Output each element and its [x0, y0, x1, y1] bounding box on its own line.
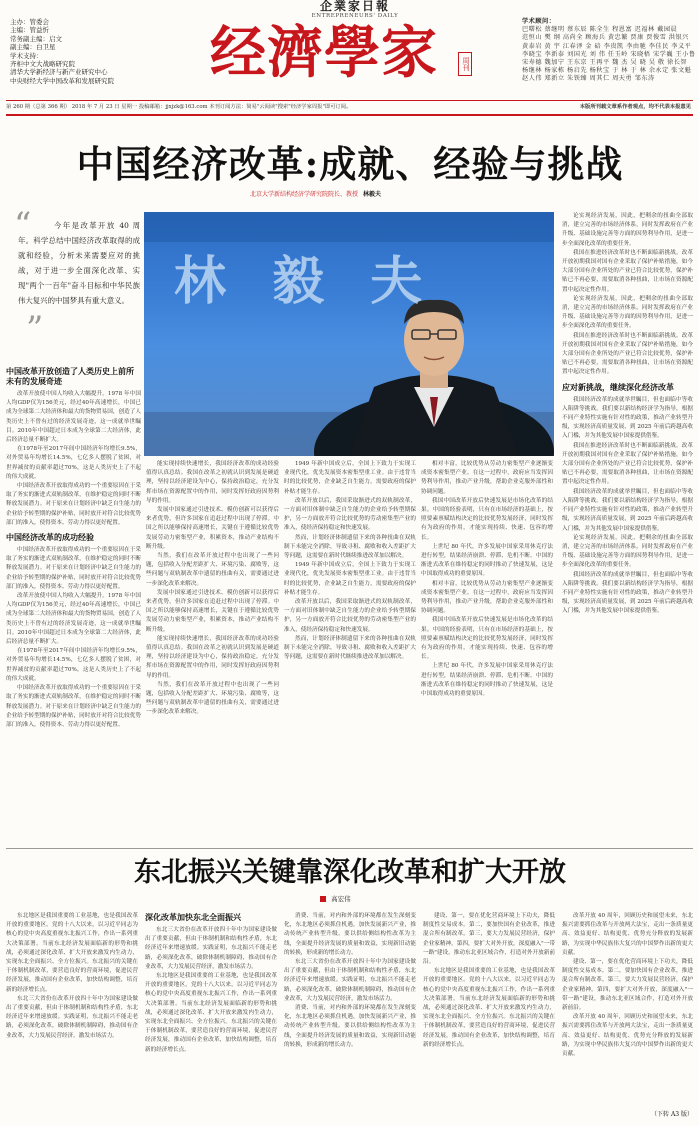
paragraph: 论实现经济发展，因此，把剩余的扭曲全部取消，建立完善的市场经济体系，同时发挥政府在产业升级、基础设施完善等方面的因势利导作用，是进一步全面深化改革的重要任务。 [562, 534, 693, 569]
consultants-line: 杨继林 杨家栋 杨启先 杨秋宝 于 林 于 林 余永定 张文魁 [522, 67, 692, 75]
article2-column-3 [284, 912, 416, 1118]
paragraph: 1949 年新中国成立后，全国上下致力于实现工业现代化，优先发展资本密集型重工业。由于违背当时的比较优势，企业缺乏自生能力，需要政府的保护补贴才能生存。 [284, 562, 416, 596]
masthead [0, 0, 699, 100]
article2-column-2 [145, 912, 277, 1118]
paragraph: 建设、第一，要在优化营商环境上下功夫，降低制度性交易成本。第二，要加快国有企业改革，推进混合所有制改革。第三，要大力发展民营经济，保护企业家精神。第四，要扩大对外开放，深度融入"一带一路"建设，推动东北亚区域合作，打造对外开放新前沿。 [562, 959, 693, 1012]
paragraph: 我国经济改革的成就举世瞩目，但也面临中等收入陷阱等挑战。我们要以新结构经济学为指导，根据不同产业特性实施有针对性的政策，推动产业转型升级，实现经济高质量发展，到 2025 年前后跨越高收入门槛，并为其他发展中国家提供借鉴。 [562, 488, 693, 532]
top-banner [285, 0, 425, 20]
paragraph: 改革开放使中国人均收入大幅提升。1978 年中国人均GDP仅为156美元，经过40年高速增长，中国已成为全球第二大经济体和最大的货物贸易国，创造了人类历史上不曾有过的经济发展奇迹，这一成就举世瞩目。2010年中国超过日本成为全球第二大经济体，此后经济总量不断扩大。 [6, 593, 141, 646]
section-title: 深化改革加快东北全面振兴 [145, 912, 241, 922]
paragraph: 东北三大省份在改革开放四十年中为国家建设做出了重要贡献，但由于体制机制和结构性矛盾，东北经济近年来增速放缓。实践证明，东北振兴不能走老路，必须深化改革，破除体制机制障碍，推动国有企业改革，大力发展民营经济，激发市场活力。 [6, 995, 138, 1039]
paragraph: 我国经济改革的成就举世瞩目，但也面临中等收入陷阱等挑战。我们要以新结构经济学为指导，根据不同产业特性实施有针对性的政策，推动产业转型升级，实现经济高质量发展，到 2025 年前后跨越高收入门槛，并为其他发展中国家提供借鉴。 [562, 396, 693, 440]
banner-cn: 企業家日報 [319, 0, 390, 13]
consultants-line: 李晓宝 李新泰 刘国光 刘 伟 任玉岭 宋晓梧 宋学巍 王小鲁 [522, 50, 696, 58]
article2-column-1 [6, 912, 138, 1118]
consultants-line: 赵人伟 郑新立 朱铁臻 周其仁 周天勇 邹东涛 [522, 75, 655, 83]
paragraph: 在1978年至2017年间中国经济年均增长9.5%，对外贸易年均增长14.5%，七亿多人摆脱了贫困，对世界减贫的贡献率超过70%，这是人类历史上了不起的伟大成就。 [6, 446, 141, 480]
photo-illustration [144, 212, 554, 456]
paragraph: 能实现持续快速增长，我国经济改革的成功经验值得认真总结。我国在改革之初就认识到发展是硬道理，坚持以经济建设为中心，保持政治稳定，充分发挥市场在资源配置中的作用，同时发挥好政府因势利导的作用。 [146, 461, 279, 504]
banner-en: ENTREPRENEURS' DAILY [311, 13, 399, 19]
article1-column-5 [562, 212, 693, 836]
consultants-line: 宋寿德 魏加宁 王东京 王再平 魏 杰 吴 晓 吴 敬 徐长智 [522, 59, 688, 67]
paragraph: 改革开放以后，我国采取渐进式的双轨制改革，一方面对旧体制中缺乏自生能力的企业给予转型期保护，另一方面放开符合比较优势的劳动密集型产业的准入，使经济保持稳定和快速发展。 [284, 497, 416, 532]
paragraph: 发展中国家通过引进技术、模仿创新可以获得后来者优势，但许多国家在追赶过程中出现了停滞。中国之所以能够保持高速增长，关键在于遵循比较优势发展劳动力密集型产业，积累资本，推动产业结构不断升级。 [146, 507, 279, 550]
paragraph: 我国在推进经济改革时也不断面临新挑战。改革开放初期我国对国有企业采取了保护补贴措施，如今大部分国有企业所处的产业已符合比较优势，保护补贴已不再必要，需要取消各种扭曲，让市场在资源配置中起决定性作用。 [562, 442, 693, 486]
author-photo [144, 212, 554, 456]
issue-note: 本版所刊载文章系作者观点，均不代表本报意见 [576, 101, 691, 113]
info-line: 清华大学新经济与新产业研究中心 [10, 68, 108, 77]
article1-headline: 中国经济改革:成就、经验与挑战 [76, 142, 624, 186]
consultants-line: 巴曙松 蔡继明 蔡东辰 陈全生 程恩富 迟福林 戴园晨 [522, 26, 678, 34]
byline-mark [320, 896, 326, 902]
info-line: 齐柜中文大战略研究院 [10, 60, 75, 69]
issue-bar [6, 101, 693, 113]
paragraph: 中国经济改革开放取得成功的一个重要原因在于采取了务实的渐进式双轨制改革，在维护稳定的同时不断释放发展潜力。对于原来在计划经济中缺乏自生能力的企业给予转型期的保护补贴，同时放开对符合比较优势部门的准入，使得资本、劳动力得以更好配置。 [6, 685, 141, 728]
open-quote-icon: “ [14, 205, 32, 245]
consultants [522, 18, 697, 84]
paragraph: 当然，我们在改革开放过程中也出现了一些问题，包括收入分配差距扩大、环境污染、腐败等，这些问题与双轨制改革中遗留的扭曲有关，需要通过进一步深化改革来解决。 [146, 681, 279, 716]
paragraph: 改革开放以后，我国采取渐进式的双轨制改革，一方面对旧体制中缺乏自生能力的企业给予转型期保护，另一方面放开符合比较优势的劳动密集型产业的准入，使经济保持稳定和快速发展。 [284, 599, 416, 633]
section-title: 应对新挑战，继续深化经济改革 [562, 381, 674, 392]
issue-line: 第 260 期（总第 366 期） 2018 年 7 月 23 日 星期一 投稿邮箱：jjxjzk@163.com 本刊订阅方法：简易"云阅读"搜索"经济学家周报"即可订阅。 [6, 104, 352, 110]
photo-caption-text: 林 毅 夫 [174, 251, 437, 312]
issue-bar-rule-bottom [6, 114, 693, 116]
paragraph: 发展中国家通过引进技术、模仿创新可以获得后来者优势，但许多国家在追赶过程中出现了停滞。中国之所以能够保持高速增长，关键在于遵循比较优势发展劳动力密集型产业，积累资本，推动产业结构不断升级。 [146, 589, 279, 633]
paragraph: 消费、当前，对内和外部的环境都在发生深刻变化，东北地区必须抓住机遇，加快发展新兴产业，推动传统产业转型升级。要以供给侧结构性改革为主线，全面提升经济发展的质量和效益，实现新旧动能的转换，形成新的增长动力。 [284, 1005, 416, 1048]
paragraph: 中国经济改革开放取得成功的一个重要原因在于采取了务实的渐进式双轨制改革，在维护稳定的同时不断释放发展潜力。对于原来在计划经济中缺乏自生能力的企业给予转型期的保护补贴，同时放开对符合比较优势部门的准入，使得资本、劳动力得以更好配置。 [6, 547, 141, 590]
info-line: 学术支持： [10, 51, 43, 60]
paragraph: 东北地区是我国重要的工业基地，也是我国改革开放的重要地区。党的十八大以来，以习近平同志为核心的党中央高度重视东北振兴工作，作出一系列重大决策部署。当前东北经济发展面临新的形势和挑战，必须通过深化改革、扩大开放来激发内生动力，实现东北全面振兴、全方位振兴。东北振兴的关键在于体制机制改革，要营造良好的营商环境，促进民营经济发展，推动国有企业改革，加快结构调整，培育新的经济增长点。 [6, 913, 138, 993]
paragraph: 我国中国改革开放后快速发展是市场化改革的结果。中国的经验表明，只有在市场经济的基础上，按照要素禀赋结构决定的比较优势发展经济，同时发挥有为政府的作用，才能实现持续、快速、包容的增长。 [421, 497, 553, 541]
paragraph: 相对丰富，比较优势从劳动力密集型产业逐渐变成资本密集型产业。在这一过程中，政府应当发挥因势利导作用，推动产业升级，帮助企业克服外部性和协调问题。 [421, 580, 553, 615]
lead-quote [6, 205, 141, 362]
article2-headline: 东北振兴关键靠深化改革和扩大开放 [134, 857, 566, 888]
info-line: 主编：管益忻 [10, 26, 49, 35]
masthead-title: 经濟學家 [210, 20, 438, 86]
section-title: 中国经济改革的成功经验 [6, 532, 94, 543]
masthead-seal: 周刊 [458, 52, 472, 76]
masthead-left-info [10, 18, 180, 85]
paragraph: 上世纪 80 年代，许多发展中国家采用休克疗法进行转型，结果经济崩溃、停滞、危机不断。中国的渐进式改革在维持稳定的同时推动了快速发展，这是中国取得成功的重要原因。 [421, 543, 553, 578]
article2-column-5 [562, 912, 693, 1108]
consultants-label: 学术顾问： [522, 18, 556, 25]
article1-column-2 [146, 460, 279, 836]
article1-column-1 [6, 366, 141, 836]
consultants-line: 范恒山 樊 纲 高尚全 顾海兵 黄忠繁 贾康 贾俊雪 洪银兴 [522, 34, 689, 42]
paragraph: 建设、第一，要在优化营商环境上下功夫，降低制度性交易成本。第二，要加快国有企业改革，推进混合所有制改革。第三，要大力发展民营经济，保护企业家精神。第四，要扩大对外开放，深度融入"一带一路"建设，推动东北亚区域合作，打造对外开放新前沿。 [423, 913, 555, 966]
paragraph: 在1978年至2017年间中国经济年均增长9.5%，对外贸易年均增长14.5%，七亿多人摆脱了贫困，对世界减贫的贡献率超过70%，这是人类历史上了不起的伟大成就。 [6, 648, 141, 682]
paragraph: 东北地区是我国重要的工业基地，也是我国改革开放的重要地区。党的十八大以来，以习近平同志为核心的党中央高度重视东北振兴工作，作出一系列重大决策部署。当前东北经济发展面临新的形势和挑战，必须通过深化改革、扩大开放来激发内生动力，实现东北全面振兴、全方位振兴。东北振兴的关键在于体制机制改革，要营造良好的营商环境，促进民营经济发展，推动国有企业改革，加快结构调整，培育新的经济增长点。 [423, 968, 555, 1048]
article1-byline [250, 190, 500, 200]
paragraph: 论实现经济发展，因此，把剩余的扭曲全部取消，建立完善的市场经济体系，同时发挥政府在产业升级、基础设施完善等方面的因势利导作用，是进一步全面深化改革的重要任务。 [562, 295, 693, 330]
paragraph: 东北三大省份在改革开放四十年中为国家建设做出了重要贡献，但由于体制机制和结构性矛盾，东北经济近年来增速放缓。实践证明，东北振兴不能走老路，必须深化改革，破除体制机制障碍，推动国有企业改革，大力发展民营经济，激发市场活力。 [284, 959, 416, 1002]
info-line: 主办：管委会 [10, 18, 49, 26]
article1-column-4 [421, 460, 553, 836]
info-line: 常务副主编：启文 [10, 34, 62, 43]
article2-column-4 [423, 912, 555, 1118]
paragraph: 改革开放使中国人均收入大幅提升。1978 年中国人均GDP仅为156美元，经过40年高速增长，中国已成为全球第二大经济体和最大的货物贸易国，创造了人类历史上不曾有过的经济发展奇迹，这一成就举世瞩目。2010年中国超过日本成为全球第二大经济体，此后经济总量不断扩大。 [6, 391, 141, 444]
consultants-line: 黄泰岩 黄 宇 江春泽 金 碚 李贵凯 李由驰 李佳民 李义平 [522, 42, 692, 50]
info-line: 副主编：白卫星 [10, 43, 56, 52]
paragraph: 上世纪 80 年代，许多发展中国家采用休克疗法进行转型，结果经济崩溃、停滞、危机不断。中国的渐进式改革在维持稳定的同时推动了快速发展，这是中国取得成功的重要原因。 [421, 663, 553, 698]
paragraph: 论实现经济发展，因此，把剩余的扭曲全部取消，建立完善的市场经济体系，同时发挥政府在产业升级、基础设施完善等方面的因势利导作用，是进一步全面深化改革的重要任务。 [562, 213, 693, 247]
paragraph: 东北地区是我国重要的工业基地，也是我国改革开放的重要地区。党的十八大以来，以习近平同志为核心的党中央高度重视东北振兴工作，作出一系列重大决策部署。当前东北经济发展面临新的形势和挑战，必须通过深化改革、扩大开放来激发内生动力，实现东北全面振兴、全方位振兴。东北振兴的关键在于体制机制改革，要营造良好的营商环境，促进民营经济发展，推动国有企业改革，加快结构调整，培育新的经济增长点。 [145, 973, 277, 1053]
author-name: 林毅夫 [362, 191, 381, 198]
continued-note: （下转 A3 版） [651, 1111, 693, 1118]
article2-byline [320, 894, 400, 904]
author-affiliation: 北京大学新结构经济学研究院院长、教授 [250, 191, 359, 198]
quote-text: 今年是改革开放 40 周年。科学总结中国经济改革取得的成就和经验，分析未来需要应对的挑战，对于进一步全面深化改革、实现"两个一百年"奋斗目标和中华民族伟大复兴的中国梦具有重大意义。 [18, 221, 140, 305]
paragraph: 我国中国改革开放后快速发展是市场化改革的结果。中国的经验表明，只有在市场经济的基础上，按照要素禀赋结构决定的比较优势发展经济，同时发挥有为政府的作用，才能实现持续、快速、包容的增长。 [421, 617, 553, 661]
article1-column-3 [284, 460, 416, 836]
paragraph: 然而，计划经济体制遗留下来的各种扭曲在双轨制下未能完全消除，导致寻租、腐败和收入差距扩大等问题，这需要在新时代继续推进改革加以解决。 [284, 635, 416, 661]
paragraph: 相对丰富，比较优势从劳动力密集型产业逐渐变成资本密集型产业。在这一过程中，政府应当发挥因势利导作用，推动产业升级，帮助企业克服外部性和协调问题。 [421, 461, 553, 495]
section-title: 中国改革开放创造了人类历史上前所未有的发展奇迹 [6, 366, 134, 386]
article-divider [6, 848, 693, 849]
paragraph: 我国经济改革的成就举世瞩目，但也面临中等收入陷阱等挑战。我们要以新结构经济学为指导，根据不同产业特性实施有针对性的政策，推动产业转型升级，实现经济高质量发展，到 2025 年前后跨越高收入门槛，并为其他发展中国家提供借鉴。 [562, 571, 693, 615]
paragraph: 然而，计划经济体制遗留下来的各种扭曲在双轨制下未能完全消除，导致寻租、腐败和收入差距扩大等问题，这需要在新时代继续推进改革加以解决。 [284, 534, 416, 560]
paragraph: 改革开放 40 周年，回顾历史和展望未来，东北振兴需要抓住改革与开放两大法宝，走出一条质量更高、效益更好、结构更优、优势充分释放的发展新路，为实现中华民族伟大复兴的中国梦作出新的更大贡献。 [562, 913, 693, 956]
paragraph: 能实现持续快速增长，我国经济改革的成功经验值得认真总结。我国在改革之初就认识到发展是硬道理，坚持以经济建设为中心，保持政治稳定，充分发挥市场在资源配置中的作用，同时发挥好政府因势利导的作用。 [146, 635, 279, 679]
paragraph: 东北三大省份在改革开放四十年中为国家建设做出了重要贡献，但由于体制机制和结构性矛盾，东北经济近年来增速放缓。实践证明，东北振兴不能走老路，必须深化改革，破除体制机制障碍，推动国有企业改革，大力发展民营经济，激发市场活力。 [145, 927, 277, 970]
paragraph: 1949 年新中国成立后，全国上下致力于实现工业现代化，优先发展资本密集型重工业。由于违背当时的比较优势，企业缺乏自生能力，需要政府的保护补贴才能生存。 [284, 461, 416, 495]
close-quote-icon: ” [26, 309, 44, 349]
paragraph: 我国在推进经济改革时也不断面临新挑战。改革开放初期我国对国有企业采取了保护补贴措施，如今大部分国有企业所处的产业已符合比较优势，保护补贴已不再必要，需要取消各种扭曲，让市场在资源配置中起决定性作用。 [562, 249, 693, 293]
author-name: 高宏伟 [331, 895, 351, 903]
paragraph: 改革开放 40 周年，回顾历史和展望未来，东北振兴需要抓住改革与开放两大法宝，走出一条质量更高、效益更好、结构更优、优势充分释放的发展新路，为实现中华民族伟大复兴的中国梦作出新的更大贡献。 [562, 1014, 693, 1058]
paragraph: 中国经济改革开放取得成功的一个重要原因在于采取了务实的渐进式双轨制改革，在维护稳定的同时不断释放发展潜力。对于原来在计划经济中缺乏自生能力的企业给予转型期的保护补贴，同时放开对符合比较优势部门的准入，使得资本、劳动力得以更好配置。 [6, 483, 141, 526]
paragraph: 消费、当前，对内和外部的环境都在发生深刻变化，东北地区必须抓住机遇，加快发展新兴产业，推动传统产业转型升级。要以供给侧结构性改革为主线，全面提升经济发展的质量和效益，实现新旧动能的转换，形成新的增长动力。 [284, 913, 416, 956]
paragraph: 当然，我们在改革开放过程中也出现了一些问题，包括收入分配差距扩大、环境污染、腐败等，这些问题与双轨制改革中遗留的扭曲有关，需要通过进一步深化改革来解决。 [146, 553, 279, 587]
paragraph: 我国在推进经济改革时也不断面临新挑战。改革开放初期我国对国有企业采取了保护补贴措施，如今大部分国有企业所处的产业已符合比较优势，保护补贴已不再必要，需要取消各种扭曲，让市场在资源配置中起决定性作用。 [562, 332, 693, 376]
info-line: 中央财经大学中国改革和发展研究院 [10, 76, 114, 85]
